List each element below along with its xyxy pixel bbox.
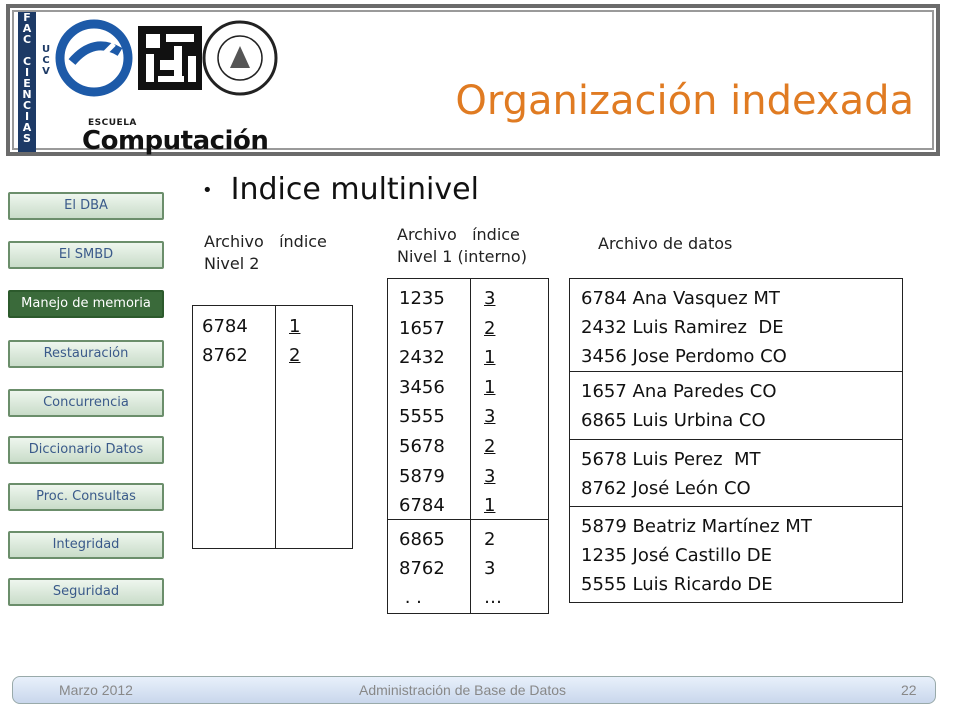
footer-date: Marzo 2012 [59,682,133,698]
footer-page-number: 22 [901,682,917,698]
header-banner [6,4,940,156]
data-file-block4: 5879 Beatriz Martínez MT 1235 José Castillo DE 5555 Luis Ricardo DE [581,516,812,595]
level1-divider [470,278,471,614]
data-file-block1: 6784 Ana Vasquez MT 2432 Luis Ramirez DE 3456 Jose Perdomo CO [581,288,787,367]
level1-block2-keys: 6865 8762 . . [399,529,445,608]
level1-label: Archivo índice Nivel 1 (interno) [397,225,527,266]
ucv-seal-icon [204,22,276,94]
sidebar-item-restauracion[interactable]: Restauración [8,340,164,368]
sidebar-item-manejo-de-memoria[interactable]: Manejo de memoria [8,290,164,318]
data-file-separator-3 [569,506,903,507]
level2-divider [275,305,276,549]
data-file-block2: 1657 Ana Paredes CO 6865 Luis Urbina CO [581,381,777,431]
ucv-label: U C V [41,44,51,77]
sidebar-item-proc-consultas[interactable]: Proc. Consultas [8,483,164,511]
e-logo-icon [60,24,128,92]
data-file-separator-1 [569,371,903,372]
level1-block1-pointers: 3 2 1 1 3 2 3 1 [484,288,496,517]
bullet-heading [202,172,479,207]
level2-keys: 6784 8762 [202,316,248,366]
level2-pointers: 1 2 [289,316,301,366]
sidebar-item-seguridad[interactable]: Seguridad [8,578,164,606]
page-title: Organización indexada [455,78,914,124]
fac-ciencias-strip: F A C C I E N C I A S [18,12,36,152]
level1-block2-pointers: 2 3 … [484,529,502,608]
level2-label: Archivo índice Nivel 2 [204,232,327,273]
bullet-dot-icon: • [202,180,213,201]
computacion-label: Computación [82,126,269,156]
sidebar-item-concurrencia[interactable]: Concurrencia [8,389,164,417]
escuela-logo-group [54,16,304,116]
escuela-maze-icon [138,26,202,90]
data-file-block3: 5678 Luis Perez MT 8762 José León CO [581,449,761,499]
escuela-label: ESCUELA [88,118,137,128]
footer-course: Administración de Base de Datos [359,682,566,698]
footer-bar [12,676,936,704]
data-file-separator-2 [569,439,903,440]
sidebar-item-integridad[interactable]: Integridad [8,531,164,559]
sidebar-item-el-dba[interactable]: El DBA [8,192,164,220]
sidebar-item-diccionario-datos[interactable]: Diccionario Datos [8,436,164,464]
level1-block1-keys: 1235 1657 2432 3456 5555 5678 5879 6784 [399,288,445,517]
data-file-label: Archivo de datos [598,234,733,253]
bullet-text: Indice multinivel [230,172,479,207]
sidebar-item-el-smbd[interactable]: El SMBD [8,241,164,269]
